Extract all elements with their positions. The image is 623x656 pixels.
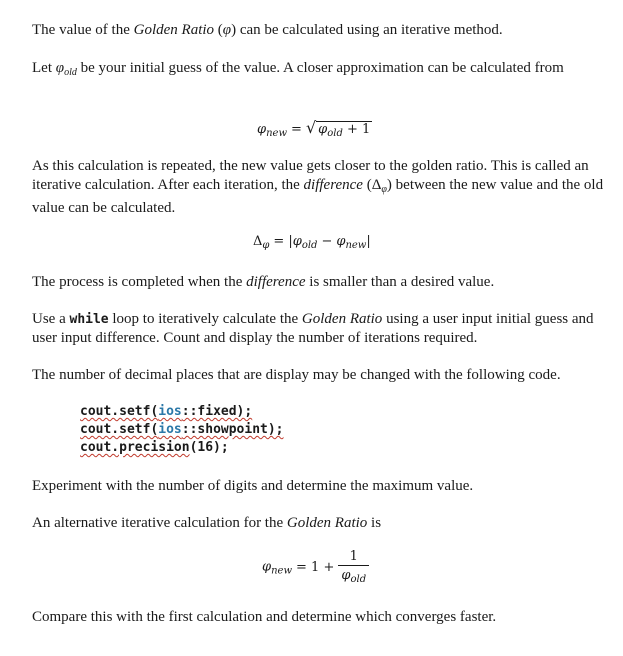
abs-bar-left: | — [288, 234, 293, 249]
equation-sqrt — [257, 118, 372, 139]
code-cout-setf: cout.setf( — [80, 404, 159, 419]
minus-sign: − — [321, 234, 333, 249]
while-keyword: while — [69, 312, 109, 327]
phi-symbol: φ — [341, 568, 351, 583]
task-text: Use a — [32, 311, 70, 327]
phi-symbol: φ — [292, 234, 302, 249]
golden-ratio-term: Golden Ratio — [301, 311, 383, 327]
code-cout-setf: cout.setf( — [80, 422, 159, 437]
golden-ratio-term: Golden Ratio — [286, 515, 368, 531]
iteration-text-end: ) between the new value and the old value can be calculated. — [32, 177, 604, 216]
code-block — [80, 403, 284, 457]
task-text-end: using a user input initial guess and user input difference. Count and display the number of iterations required. — [32, 311, 594, 346]
equation-fraction — [262, 549, 369, 585]
completion-text-end: is smaller than a desired value. — [305, 274, 495, 290]
task-text-mid: loop to iteratively calculate the — [108, 311, 302, 327]
phi-subscript: φ — [381, 184, 387, 195]
code-cout-precision: cout.precision — [80, 440, 190, 455]
abs-bar-right: | — [366, 234, 371, 249]
new-subscript: new — [271, 565, 293, 577]
new-subscript: new — [345, 240, 367, 251]
equals-sign: = — [291, 122, 302, 137]
phi-symbol: φ — [262, 559, 272, 575]
phi-symbol: φ — [222, 22, 232, 38]
plus-one: + 1 — [347, 122, 371, 137]
decimal-places-paragraph: The number of decimal places that are display may be changed with the following code. — [32, 367, 561, 383]
experiment-paragraph: Experiment with the number of digits and determine the maximum value. — [32, 478, 474, 494]
phi-open-paren: ( — [214, 22, 223, 38]
old-subscript: old — [301, 240, 318, 251]
completion-text: The process is completed when the — [32, 274, 247, 290]
sqrt-radicand — [316, 121, 372, 137]
delta-open-paren: ( — [362, 177, 372, 193]
alternative-paragraph — [32, 514, 612, 533]
code-showpoint: ::showpoint); — [181, 422, 284, 437]
phi-symbol: φ — [257, 122, 267, 137]
compare-paragraph: Compare this with the first calculation and determine which converges faster. — [32, 609, 497, 625]
code-precision-arg: (16); — [189, 440, 229, 455]
intro-text-end: ) can be calculated using an iterative method. — [231, 22, 503, 38]
alternative-text: An alternative iterative calculation for the — [32, 515, 287, 531]
old-subscript: old — [64, 67, 77, 78]
sqrt-icon: √ — [305, 118, 317, 137]
code-ios: ios — [158, 422, 182, 437]
code-line-1 — [80, 403, 284, 421]
iteration-text: As this calculation is repeated, the new value gets closer to the golden ratio. This is called an iterative calculation. After each iteration, the — [32, 158, 589, 193]
initial-guess-text: be your initial guess of the value. A closer approximation can be calculated from — [76, 60, 564, 76]
intro-paragraph — [32, 21, 612, 40]
code-fixed: ::fixed); — [181, 404, 253, 419]
code-line-3 — [80, 439, 284, 457]
code-line-2 — [80, 421, 284, 439]
equals-one-plus: = 1 + — [296, 559, 335, 575]
delta-symbol: Δ — [371, 177, 382, 193]
task-paragraph — [32, 310, 612, 348]
phi-symbol: φ — [55, 60, 65, 76]
phi-symbol: φ — [336, 234, 346, 249]
fraction-denominator — [338, 566, 369, 585]
difference-term: difference — [246, 274, 306, 290]
golden-ratio-term: Golden Ratio — [133, 22, 215, 38]
iteration-paragraph — [32, 157, 612, 218]
phi-subscript: φ — [262, 240, 270, 251]
code-ios: ios — [158, 404, 182, 419]
intro-text: The value of the — [32, 22, 134, 38]
fraction-numerator: 1 — [338, 549, 369, 566]
new-subscript: new — [266, 128, 288, 139]
old-subscript: old — [350, 574, 367, 585]
fraction — [338, 549, 369, 585]
initial-guess-paragraph — [32, 59, 612, 82]
difference-term: difference — [303, 177, 363, 193]
phi-symbol: φ — [318, 122, 328, 137]
old-subscript: old — [327, 128, 343, 139]
completion-paragraph — [32, 273, 612, 292]
equals-sign: = — [273, 234, 285, 249]
delta-symbol: Δ — [253, 234, 263, 249]
equation-difference — [253, 234, 371, 251]
alternative-text-end: is — [367, 515, 382, 531]
let-text: Let — [32, 60, 56, 76]
